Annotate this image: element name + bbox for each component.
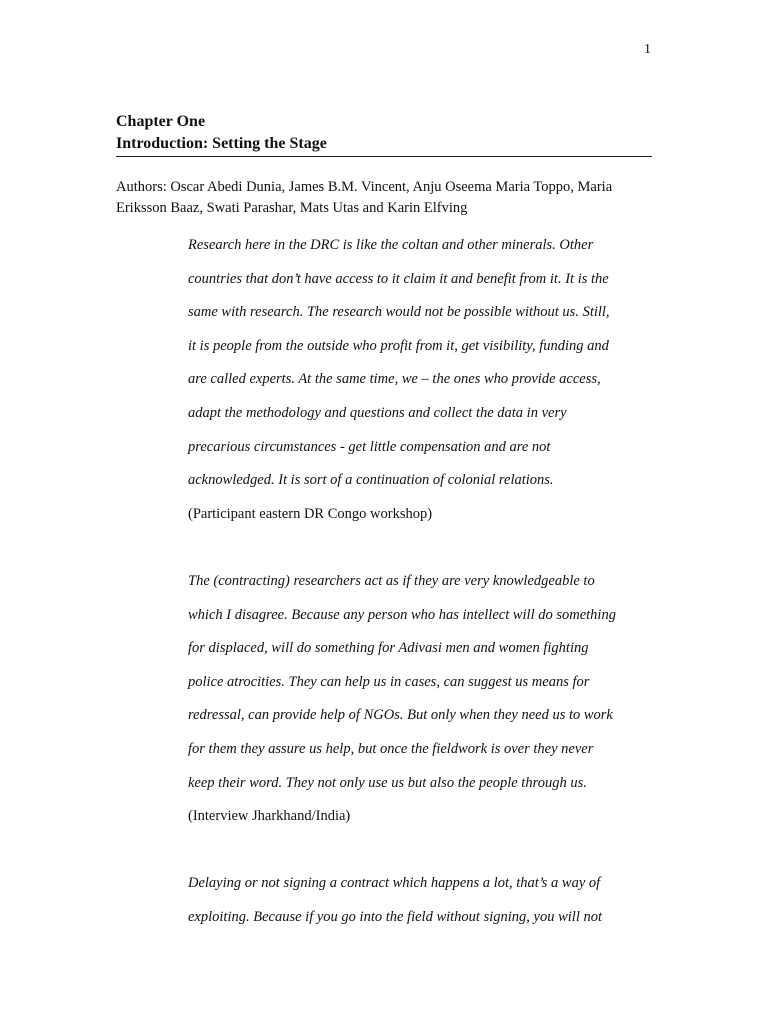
quote-line: are called experts. At the same time, we – the ones who provide access, [188, 371, 601, 388]
quote-line: which I disagree. Because any person who has intellect will do something [188, 606, 616, 623]
quote-line: precarious circumstances - get little compensation and are not [188, 438, 551, 455]
quote-line: it is people from the outside who profit from it, get visibility, funding and [188, 337, 609, 354]
quote-line: Delaying or not signing a contract which happens a lot, that’s a way of [188, 875, 601, 891]
quote-line: exploiting. Because if you go into the field without signing, you will not [188, 908, 603, 925]
block-quote-jharkhand [188, 573, 658, 824]
quote-line: same with research. The research would not be possible without us. Still, [188, 304, 610, 321]
quote-line: police atrocities. They can help us in cases, can suggest us means for [188, 673, 590, 690]
quote-line: acknowledged. It is sort of a continuation of colonial relations. [188, 472, 554, 489]
quote-line: for them they assure us help, but once the fieldwork is over they never [188, 740, 594, 757]
quote-source: (Interview Jharkhand/India) [188, 808, 351, 825]
quote-line: Research here in the DRC is like the coltan and other minerals. Other [188, 237, 594, 253]
quote-source: (Participant eastern DR Congo workshop) [188, 505, 433, 522]
chapter-number-label: Chapter One [116, 113, 206, 130]
quote-line: for displaced, will do something for Adivasi men and women fighting [188, 640, 589, 657]
chapter-title: Introduction: Setting the Stage [116, 135, 327, 152]
quote-line: The (contracting) researchers act as if they are very knowledgeable to [188, 573, 595, 589]
quote-line: keep their word. They not only use us but also the people through us. [188, 774, 587, 791]
page-number: 1 [644, 42, 651, 57]
quote-line: redressal, can provide help of NGOs. But only when they need us to work [188, 707, 613, 724]
quote-line: adapt the methodology and questions and collect the data in very [188, 404, 567, 421]
authors-list: Authors: Oscar Abedi Dunia, James B.M. Vincent, Anju Oseema Maria Toppo, Maria Eriksson Baaz, Swati Parashar, Mats Utas and Karin Elfving [116, 179, 613, 216]
quote-line: countries that don’t have access to it claim it and benefit from it. It is the [188, 270, 609, 287]
block-quote-drc [188, 237, 658, 522]
chapter-header [116, 111, 652, 157]
block-quote-contract [188, 875, 658, 942]
